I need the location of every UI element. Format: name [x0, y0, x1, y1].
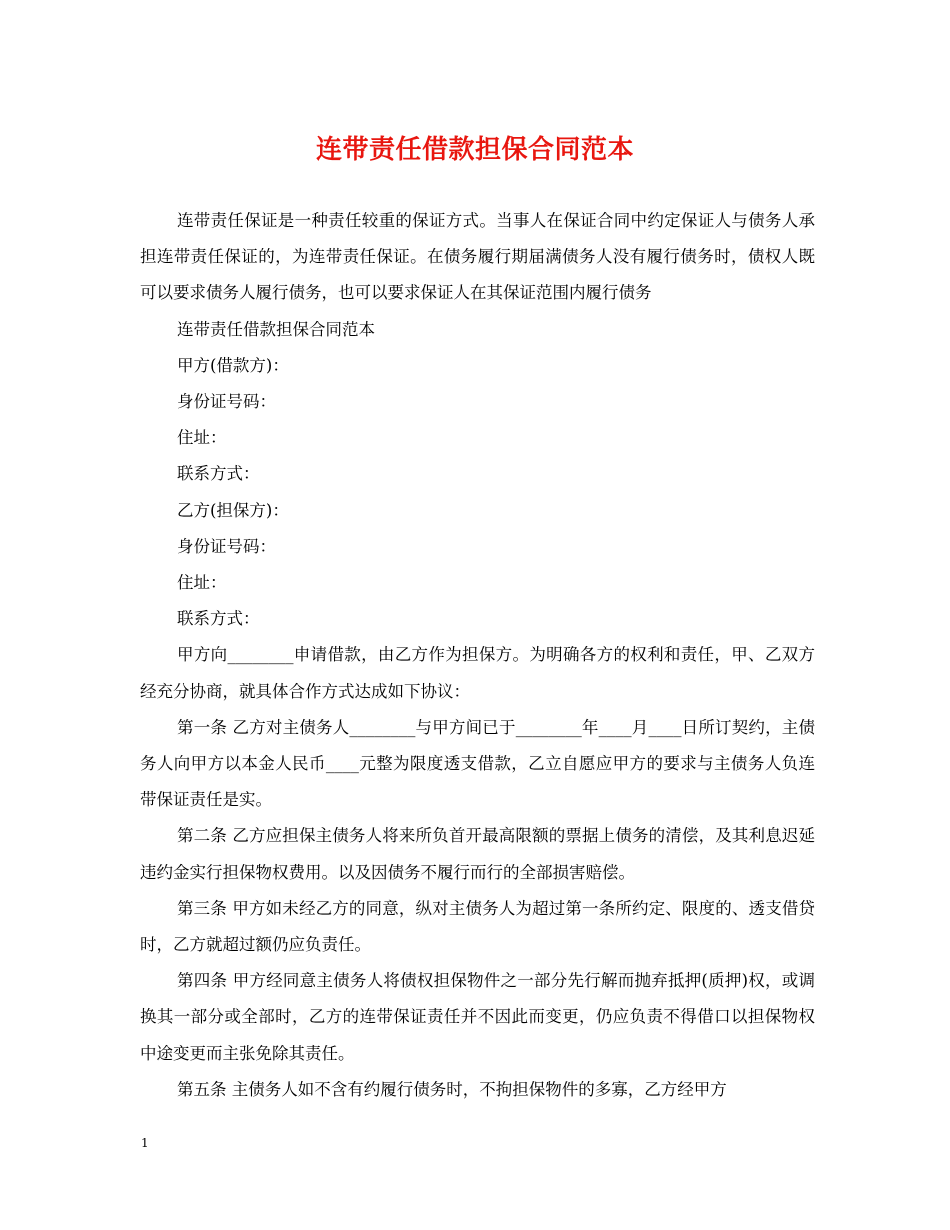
party-a-address-label: 住址：: [177, 428, 227, 448]
contract-heading: 连带责任借款担保合同范本: [177, 319, 375, 339]
document-title: 连带责任借款担保合同范本: [315, 135, 634, 165]
party-a-id-label: 身份证号码：: [177, 392, 276, 412]
party-b-label: 乙方(担保方)：: [177, 500, 289, 520]
party-b-id-label: 身份证号码：: [177, 536, 276, 556]
party-b-contact-label: 联系方式：: [177, 609, 260, 629]
page-number: 1: [141, 1136, 149, 1150]
document-body: [140, 203, 815, 1108]
article-1: 第一条 乙方对主债务人________与甲方间已于________年____月____日所订契约，主债务人向甲方以本金人民币____元整为限度透支借款，乙立自愿应甲方的要求与主债务人负连带保证责任是实。: [140, 717, 815, 810]
article-2: 第二条 乙方应担保主债务人将来所负首开最高限额的票据上债务的清偿，及其利息迟延违约金实行担保物权费用。以及因债务不履行而行的全部损害赔偿。: [140, 826, 815, 882]
article-4: 第四条 甲方经同意主债务人将债权担保物件之一部分先行解而抛弃抵押(质押)权，或调换其一部分或全部时，乙方的连带保证责任并不因此而变更，仍应负责不得借口以担保物权中途变更而主张免除其责任。: [140, 971, 815, 1063]
party-a-label: 甲方(借款方)：: [177, 355, 289, 375]
party-a-contact-label: 联系方式：: [177, 464, 260, 484]
party-b-address-label: 住址：: [177, 573, 227, 593]
intro-paragraph: 连带责任保证是一种责任较重的保证方式。当事人在保证合同中约定保证人与债务人承担连带责任保证的，为连带责任保证。在债务履行期届满债务人没有履行债务时，债权人既可以要求债务人履行债务，也可以要求保证人在其保证范围内履行债务: [140, 211, 815, 303]
article-3: 第三条 甲方如未经乙方的同意，纵对主债务人为超过第一条所约定、限度的、透支借贷时，乙方就超过额仍应负责任。: [140, 898, 815, 955]
agreement-preamble: 甲方向________申请借款，由乙方作为担保方。为明确各方的权利和责任，甲、乙双方经充分协商，就具体合作方式达成如下协议：: [140, 645, 815, 701]
article-5: 第五条 主债务人如不含有约履行债务时，不拘担保物件的多寡，乙方经甲方: [177, 1079, 727, 1099]
